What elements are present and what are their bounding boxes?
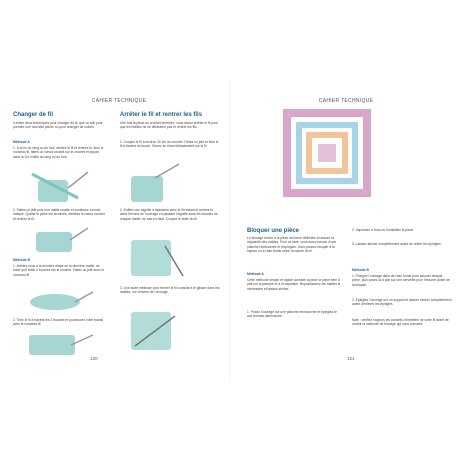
left-page-number: 120 xyxy=(90,356,98,361)
left-page xyxy=(10,88,228,378)
fasten-off-title: Arrêter le fil et rentrer les fils xyxy=(120,112,203,118)
blocking-method-b-text: 1. Plongez l'ouvrage dans de l'eau froide pour assurer chaque pièce, puis posez-la à plat sur une serviette pour l'essorer avant de la bloquer. xyxy=(352,274,450,287)
blocking-method-b-step2: 2. Épinglez l'ouvrage sur un support et laissez sécher complètement avant d'enlever les épingles. xyxy=(352,298,452,307)
change-yarn-illustration-3 xyxy=(25,288,95,316)
fasten-off-step2: 2. Enfilez une aiguille à tapisserie avec le fil restant et rentrez-le dans l'envers de l'ouvrage en passant l'aiguille sous les boucles de chaque maille, de bas en haut. Coupez le reste du fil. xyxy=(120,208,218,221)
method-b-label: Méthode B xyxy=(13,258,30,262)
right-page xyxy=(237,88,455,378)
method-a-step1: 1. À la fin du rang ou du tour, arrêtez le fil et rentrez-le, tirez le nouveau fil, faites un nœud coulant sur le crochet et piquez dans la 1re maille du rang ou du tour. xyxy=(13,146,104,159)
blocking-intro: Le blocage donne à la pièce sa forme définitive et assure la régularité des mailles. Pour ce faire, vous aurez besoin d'une planche rembourrée et d'épingles. Vous pouvez bloquer à la vapeur ou à l'eau froide selon la nature du fil. xyxy=(247,236,337,254)
blocking-note: Note : vérifiez toujours les conseils d'entretien de votre fil avant de choisir la méthode de blocage qui vous convient. xyxy=(352,318,449,327)
change-yarn-illustration-4 xyxy=(25,331,95,359)
fasten-off-step3: 3. Une autre méthode pour fermer le fil consiste à le glisser dans les mailles, sur l'envers de l'ouvrage. xyxy=(120,286,220,295)
fasten-off-step1: 1. Coupez le fil à environ 20 cm du crochet. Faites un jeté et tirez le fil à travers la boucle. Serrez en tirant délicatement sur le fil. xyxy=(120,140,219,149)
blocking-method-a-text: Cette méthode simple et rapide consiste à poser la pièce bien à plat sur la planche et à la vaporiser. Repositionnez les mailles si nécessaire et laissez sécher. xyxy=(247,278,341,291)
fasten-off-illustration-3 xyxy=(125,306,185,356)
change-yarn-title: Changer de fil xyxy=(13,112,54,118)
fasten-off-illustration-1 xyxy=(125,162,185,208)
blocking-step1: 1. Posez l'ouvrage sur une planche rembourrée et épinglez-le aux bonnes dimensions. xyxy=(247,310,337,319)
book-gutter xyxy=(229,80,230,380)
blocking-step3: 3. Laissez sécher complètement avant de retirer les épingles. xyxy=(352,242,442,246)
change-yarn-illustration-1 xyxy=(30,168,90,208)
method-a-step2: 2. Faites un jeté puis une maille coulée et continuez comme indiqué. Quand la pièce est terminée, défaites le nœud coulant et rentrez le fil. xyxy=(13,208,105,221)
right-page-number: 121 xyxy=(347,356,355,361)
method-a-label: Méthode A xyxy=(13,140,30,144)
blocking-method-b-label: Méthode B xyxy=(352,268,369,272)
method-b-step2: 2. Tirez le fil à travers les 2 boucles et poursuivez votre travail avec le nouveau fil. xyxy=(13,318,103,327)
method-b-step1: 1. Arrêtez-vous à la dernière étape de la dernière maille, de sorte qu'il reste 2 boucles sur le crochet. Faites un jeté avec le nouveau fil. xyxy=(13,264,104,277)
change-yarn-intro: Il existe deux techniques pour changer de fil, que ce soit pour prendre une nouvelle pelote ou pour changer de coloris. xyxy=(13,121,103,130)
granny-square-illustration xyxy=(282,108,372,198)
left-page-header: CAHIER TECHNIQUE xyxy=(91,98,147,104)
fasten-off-intro: Une fois la pièce au crochet terminée, vous devez arrêter le fil pour que les mailles ne se défassent pas et rentrer les fils. xyxy=(120,121,218,130)
fasten-off-illustration-2 xyxy=(125,236,185,281)
blocking-step2: 2. Vaporisez à l'eau ou humidifiez la pièce. xyxy=(352,228,415,232)
right-page-header: CAHIER TECHNIQUE xyxy=(318,98,374,104)
blocking-title: Bloquer une pièce xyxy=(247,228,300,234)
change-yarn-illustration-2 xyxy=(30,226,90,256)
blocking-method-a-label: Méthode A xyxy=(247,272,264,276)
